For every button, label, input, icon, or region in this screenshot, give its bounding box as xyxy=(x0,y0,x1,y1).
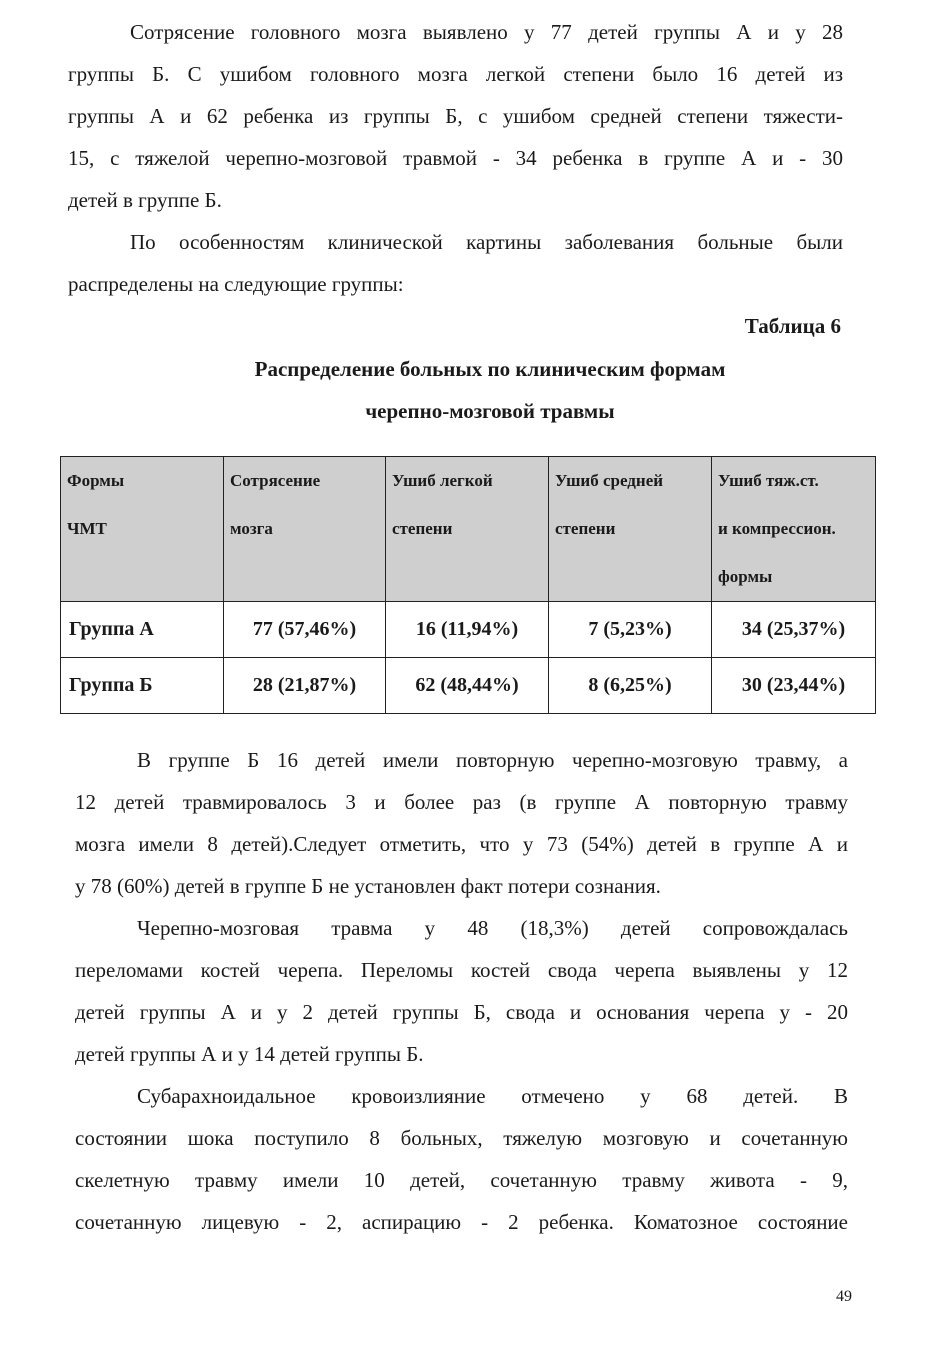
text-line: 15, с тяжелой черепно-мозговой травмой - 34 ребенка в группе А и - 30 xyxy=(68,146,843,170)
header-text: ЧМТ xyxy=(67,519,107,538)
table-cell: 62 (48,44%) xyxy=(386,658,549,714)
text-line: сочетанную лицевую - 2, аспирацию - 2 ребенка. Коматозное состояние xyxy=(75,1210,848,1234)
table-cell: 8 (6,25%) xyxy=(549,658,712,714)
table-cell: 34 (25,37%) xyxy=(712,602,876,658)
table-cell: 77 (57,46%) xyxy=(224,602,386,658)
text-line: детей в группе Б. xyxy=(68,188,222,212)
table-row xyxy=(61,602,876,658)
table-cell: 7 (5,23%) xyxy=(549,602,712,658)
header-text: Сотрясение xyxy=(230,471,321,490)
paragraph-subarachnoid xyxy=(75,1075,848,1243)
header-cell-moderate-contusion xyxy=(549,457,712,602)
distribution-table xyxy=(60,456,876,714)
header-text: степени xyxy=(555,519,616,538)
text-line: Черепно-мозговая травма у 48 (18,3%) детей сопровождалась xyxy=(137,916,848,940)
header-cell-severe-contusion xyxy=(712,457,876,602)
table-header-row xyxy=(61,457,876,602)
table-cell: 28 (21,87%) xyxy=(224,658,386,714)
header-cell-concussion xyxy=(224,457,386,602)
row-header-cell: Группа А xyxy=(61,602,224,658)
text-line: мозга имели 8 детей).Следует отметить, что у 73 (54%) детей в группе А и xyxy=(75,832,848,856)
text-line: переломами костей черепа. Переломы костей свода черепа выявлены у 12 xyxy=(75,958,848,982)
text-line: детей группы А и у 14 детей группы Б. xyxy=(75,1042,424,1066)
header-text: степени xyxy=(392,519,453,538)
text-line: распределены на следующие группы: xyxy=(68,272,404,296)
header-cell-mild-contusion xyxy=(386,457,549,602)
row-header-cell: Группа Б xyxy=(61,658,224,714)
header-cell-forms xyxy=(61,457,224,602)
text-line: группы Б. С ушибом головного мозга легкой степени было 16 детей из xyxy=(68,62,843,86)
text-line: у 78 (60%) детей в группе Б не установлен факт потери сознания. xyxy=(75,874,661,898)
paragraph-skull-fractures xyxy=(75,907,848,1075)
text-line: Субарахноидальное кровоизлияние отмечено у 68 детей. В xyxy=(137,1084,848,1108)
paragraph-groups-intro xyxy=(68,221,843,305)
table-row xyxy=(61,658,876,714)
text-line: детей группы А и у 2 детей группы Б, свода и основания черепа у - 20 xyxy=(75,1000,848,1024)
text-line: 12 детей травмировалось 3 и более раз (в группе А повторную травму xyxy=(75,790,848,814)
paragraph-repeated-trauma xyxy=(75,739,848,907)
table-number: Таблица 6 xyxy=(744,314,841,338)
table-cell: 16 (11,94%) xyxy=(386,602,549,658)
text-line: Сотрясение головного мозга выявлено у 77 детей группы А и у 28 xyxy=(130,20,843,44)
header-text: Ушиб легкой xyxy=(392,471,493,490)
text-line: скелетную травму имели 10 детей, сочетанную травму живота - 9, xyxy=(75,1168,848,1192)
text-line: состоянии шока поступило 8 больных, тяжелую мозговую и сочетанную xyxy=(75,1126,848,1150)
header-text: Ушиб средней xyxy=(555,471,664,490)
paragraph-concussion-stats xyxy=(68,11,843,221)
text-line: По особенностям клинической картины заболевания больные были xyxy=(130,230,843,254)
table-subtitle: черепно-мозговой травмы xyxy=(365,399,615,423)
page-number: 49 xyxy=(836,1288,852,1305)
table-title: Распределение больных по клиническим формам xyxy=(254,357,726,381)
header-text: формы xyxy=(718,567,773,586)
header-text: мозга xyxy=(230,519,273,538)
header-text: Ушиб тяж.ст. xyxy=(718,471,819,490)
table-cell: 30 (23,44%) xyxy=(712,658,876,714)
text-line: группы А и 62 ребенка из группы Б, с ушибом средней степени тяжести- xyxy=(68,104,843,128)
header-text: Формы xyxy=(67,471,125,490)
text-line: В группе Б 16 детей имели повторную черепно-мозговую травму, а xyxy=(137,748,848,772)
header-text: и компрессион. xyxy=(718,519,836,538)
